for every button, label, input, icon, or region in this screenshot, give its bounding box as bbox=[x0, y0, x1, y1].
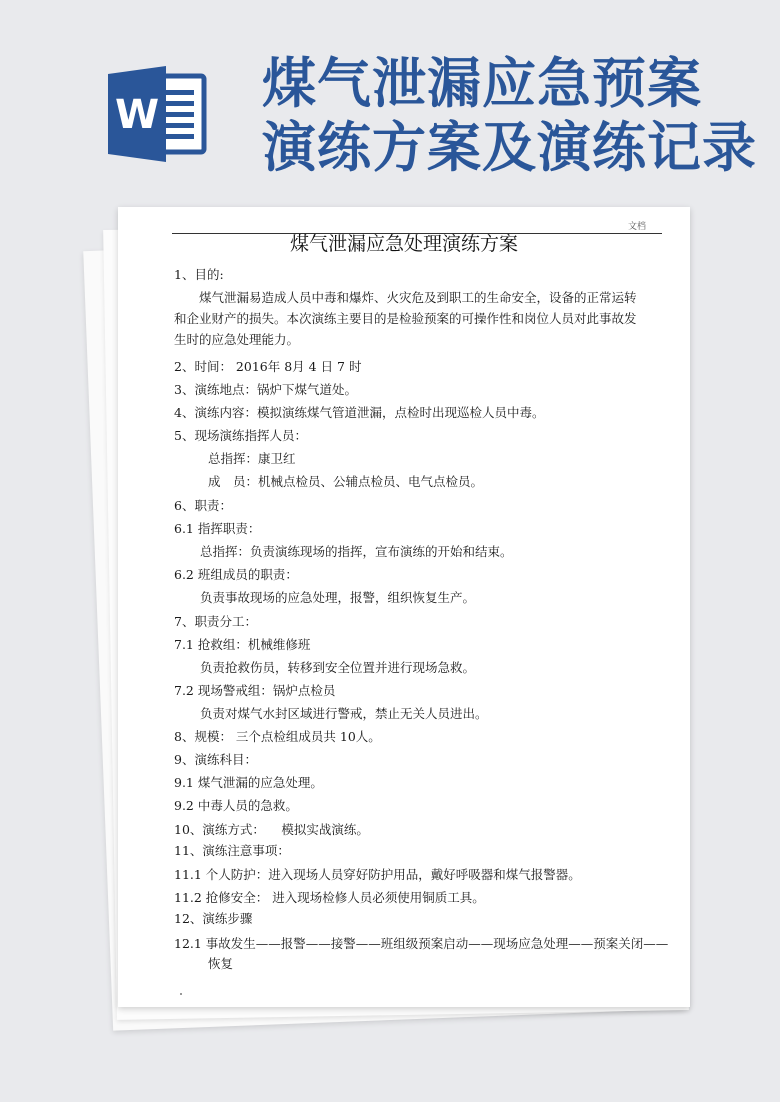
doc-line: 3、演练地点：锅炉下煤气道处。 bbox=[174, 382, 357, 397]
page-title: 煤气泄漏应急处理演练方案 bbox=[289, 233, 518, 255]
svg-text:W: W bbox=[114, 92, 160, 138]
doc-line: 8、规模： 三个点检组成员共 10人。 bbox=[174, 729, 381, 744]
doc-line: 4、演练内容：模拟演练煤气管道泄漏，点检时出现巡检人员中毒。 bbox=[174, 405, 545, 420]
doc-line: 9.1 煤气泄漏的应急处理。 bbox=[174, 775, 323, 790]
doc-line: 6.2 班组成员的职责： bbox=[174, 567, 298, 582]
hero-title-line-2: 演练方案及演练记录 bbox=[262, 116, 757, 179]
doc-line: 负责对煤气水封区域进行警戒，禁止无关人员进出。 bbox=[200, 706, 488, 721]
doc-line: 12、演练步骤 bbox=[174, 911, 253, 926]
doc-line: 9、演练科目： bbox=[174, 752, 257, 767]
doc-line: 成 员：机械点检员、公辅点检员、电气点检员。 bbox=[208, 474, 484, 489]
doc-line: 9.2 中毒人员的急救。 bbox=[174, 798, 298, 813]
doc-line: 6、职责： bbox=[174, 498, 232, 513]
doc-line: 负责抢救伤员，转移到安全位置并进行现场急救。 bbox=[200, 660, 476, 675]
doc-line: 7.2 现场警戒组：锅炉点检员 bbox=[174, 683, 336, 698]
doc-line: 负责事故现场的应急处理，报警，组织恢复生产。 bbox=[200, 590, 476, 605]
doc-line: 10、演练方式： 模拟实战演练。 bbox=[174, 822, 369, 837]
doc-line: 总指挥：负责演练现场的指挥，宣布演练的开始和结束。 bbox=[200, 544, 513, 559]
doc-line: 2、时间： 2016年 8月 4 日 7 时 bbox=[174, 359, 362, 374]
doc-line: 7、职责分工： bbox=[174, 614, 257, 629]
hero-title-line-1: 煤气泄漏应急预案 bbox=[262, 52, 702, 115]
doc-line: 6.1 指挥职责： bbox=[174, 521, 261, 536]
doc-line: 11、演练注意事项： bbox=[174, 843, 290, 858]
header-tag: 文档 bbox=[627, 222, 646, 232]
stray-dot bbox=[180, 993, 182, 995]
doc-line: 7.1 抢救组：机械维修班 bbox=[174, 637, 311, 652]
document-page bbox=[118, 207, 690, 1007]
doc-line: 11.1 个人防护：进入现场人员穿好防护用品，戴好呼吸器和煤气报警器。 bbox=[174, 867, 581, 882]
doc-line: 1、目的: bbox=[174, 267, 224, 282]
doc-line: 11.2 抢修安全： 进入现场检修人员必须使用铜质工具。 bbox=[174, 890, 485, 905]
doc-paragraph: 煤气泄漏易造成人员中毒和爆炸、火灾危及到职工的生命安全，设备的正常运转和企业财产的损失。本次演练主要目的是检验预案的可操作性和岗位人员对此事故发生时的应急处理能力。 bbox=[174, 290, 637, 347]
doc-paragraph: 12.1 事故发生——报警——接警——班组级预案启动——现场应急处理——预案关闭——恢复 bbox=[174, 936, 669, 971]
hero-title bbox=[262, 52, 772, 180]
doc-line: 总指挥：康卫红 bbox=[208, 451, 296, 466]
word-logo-icon bbox=[108, 66, 208, 162]
doc-line: 5、现场演练指挥人员： bbox=[174, 428, 307, 443]
